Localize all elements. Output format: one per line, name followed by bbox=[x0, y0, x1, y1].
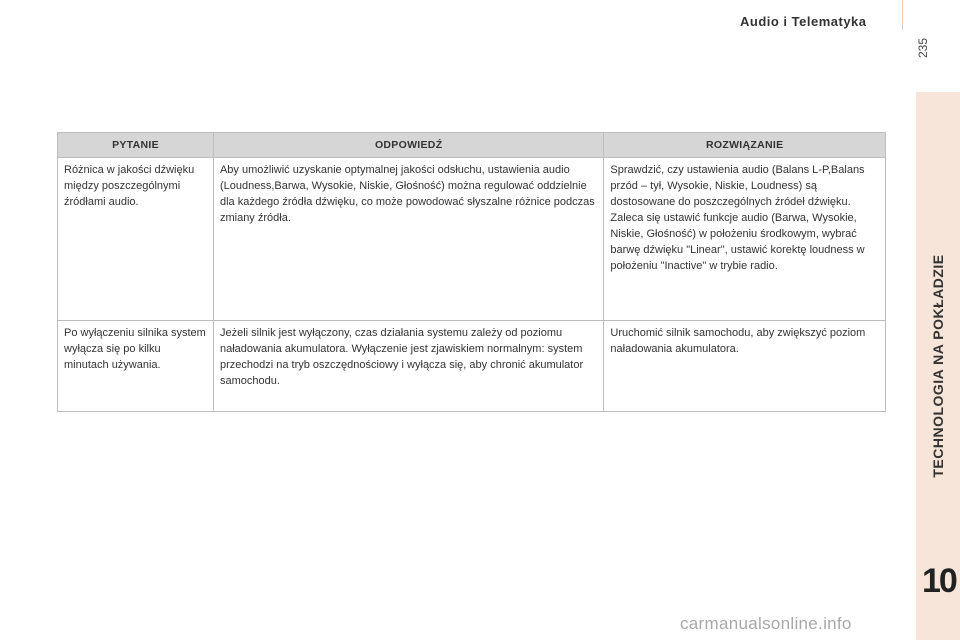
table-header-row bbox=[58, 133, 886, 158]
section-title: Audio i Telematyka bbox=[740, 14, 867, 29]
cell-question: Po wyłączeniu silnika system wyłącza się po kilku minutach używania. bbox=[58, 321, 214, 412]
table-row bbox=[58, 158, 886, 321]
cell-answer: Aby umożliwić uzyskanie optymalnej jakości odsłuchu, ustawienia audio (Loudness,Barwa, Wysokie, Niskie, Głośność) można regulować oddzielnie dla każdego źródła dźwięku, co może powodować słyszalne różnice podczas zmiany źródła. bbox=[213, 158, 603, 321]
header-solution: ROZWIĄZANIE bbox=[604, 133, 886, 158]
header-question: PYTANIE bbox=[58, 133, 214, 158]
cell-solution: Sprawdzić, czy ustawienia audio (Balans L-P,Balans przód – tył, Wysokie, Niskie, Loudness) są dostosowane do poszczególnych źródeł dźwięku. Zaleca się ustawić funkcje audio (Barwa, Wysokie, Niskie, Głośność) w położeniu środkowym, wybrać barwę dźwięku "Linear", ustawić korektę loudness w położeniu "Inactive" w trybie radio. bbox=[604, 158, 886, 321]
chapter-side-band bbox=[916, 92, 960, 640]
faq-table bbox=[57, 132, 886, 412]
header-divider bbox=[902, 0, 903, 30]
cell-answer: Jeżeli silnik jest wyłączony, czas działania systemu zależy od poziomu naładowania akumulatora. Wyłączenie jest zjawiskiem normalnym: system przechodzi na tryb oszczędnościowy i wyłącza się, aby chronić akumulator samochodu. bbox=[213, 321, 603, 412]
chapter-number: 10 bbox=[922, 562, 956, 600]
watermark: carmanualsonline.info bbox=[680, 614, 852, 633]
header-answer: ODPOWIEDŹ bbox=[213, 133, 603, 158]
table-row bbox=[58, 321, 886, 412]
chapter-label: TECHNOLOGIA NA POKŁADZIE bbox=[930, 254, 946, 478]
cell-solution: Uruchomić silnik samochodu, aby zwiększyć poziom naładowania akumulatora. bbox=[604, 321, 886, 412]
cell-question: Różnica w jakości dźwięku między poszczególnymi źródłami audio. bbox=[58, 158, 214, 321]
page-number: 235 bbox=[916, 37, 930, 58]
